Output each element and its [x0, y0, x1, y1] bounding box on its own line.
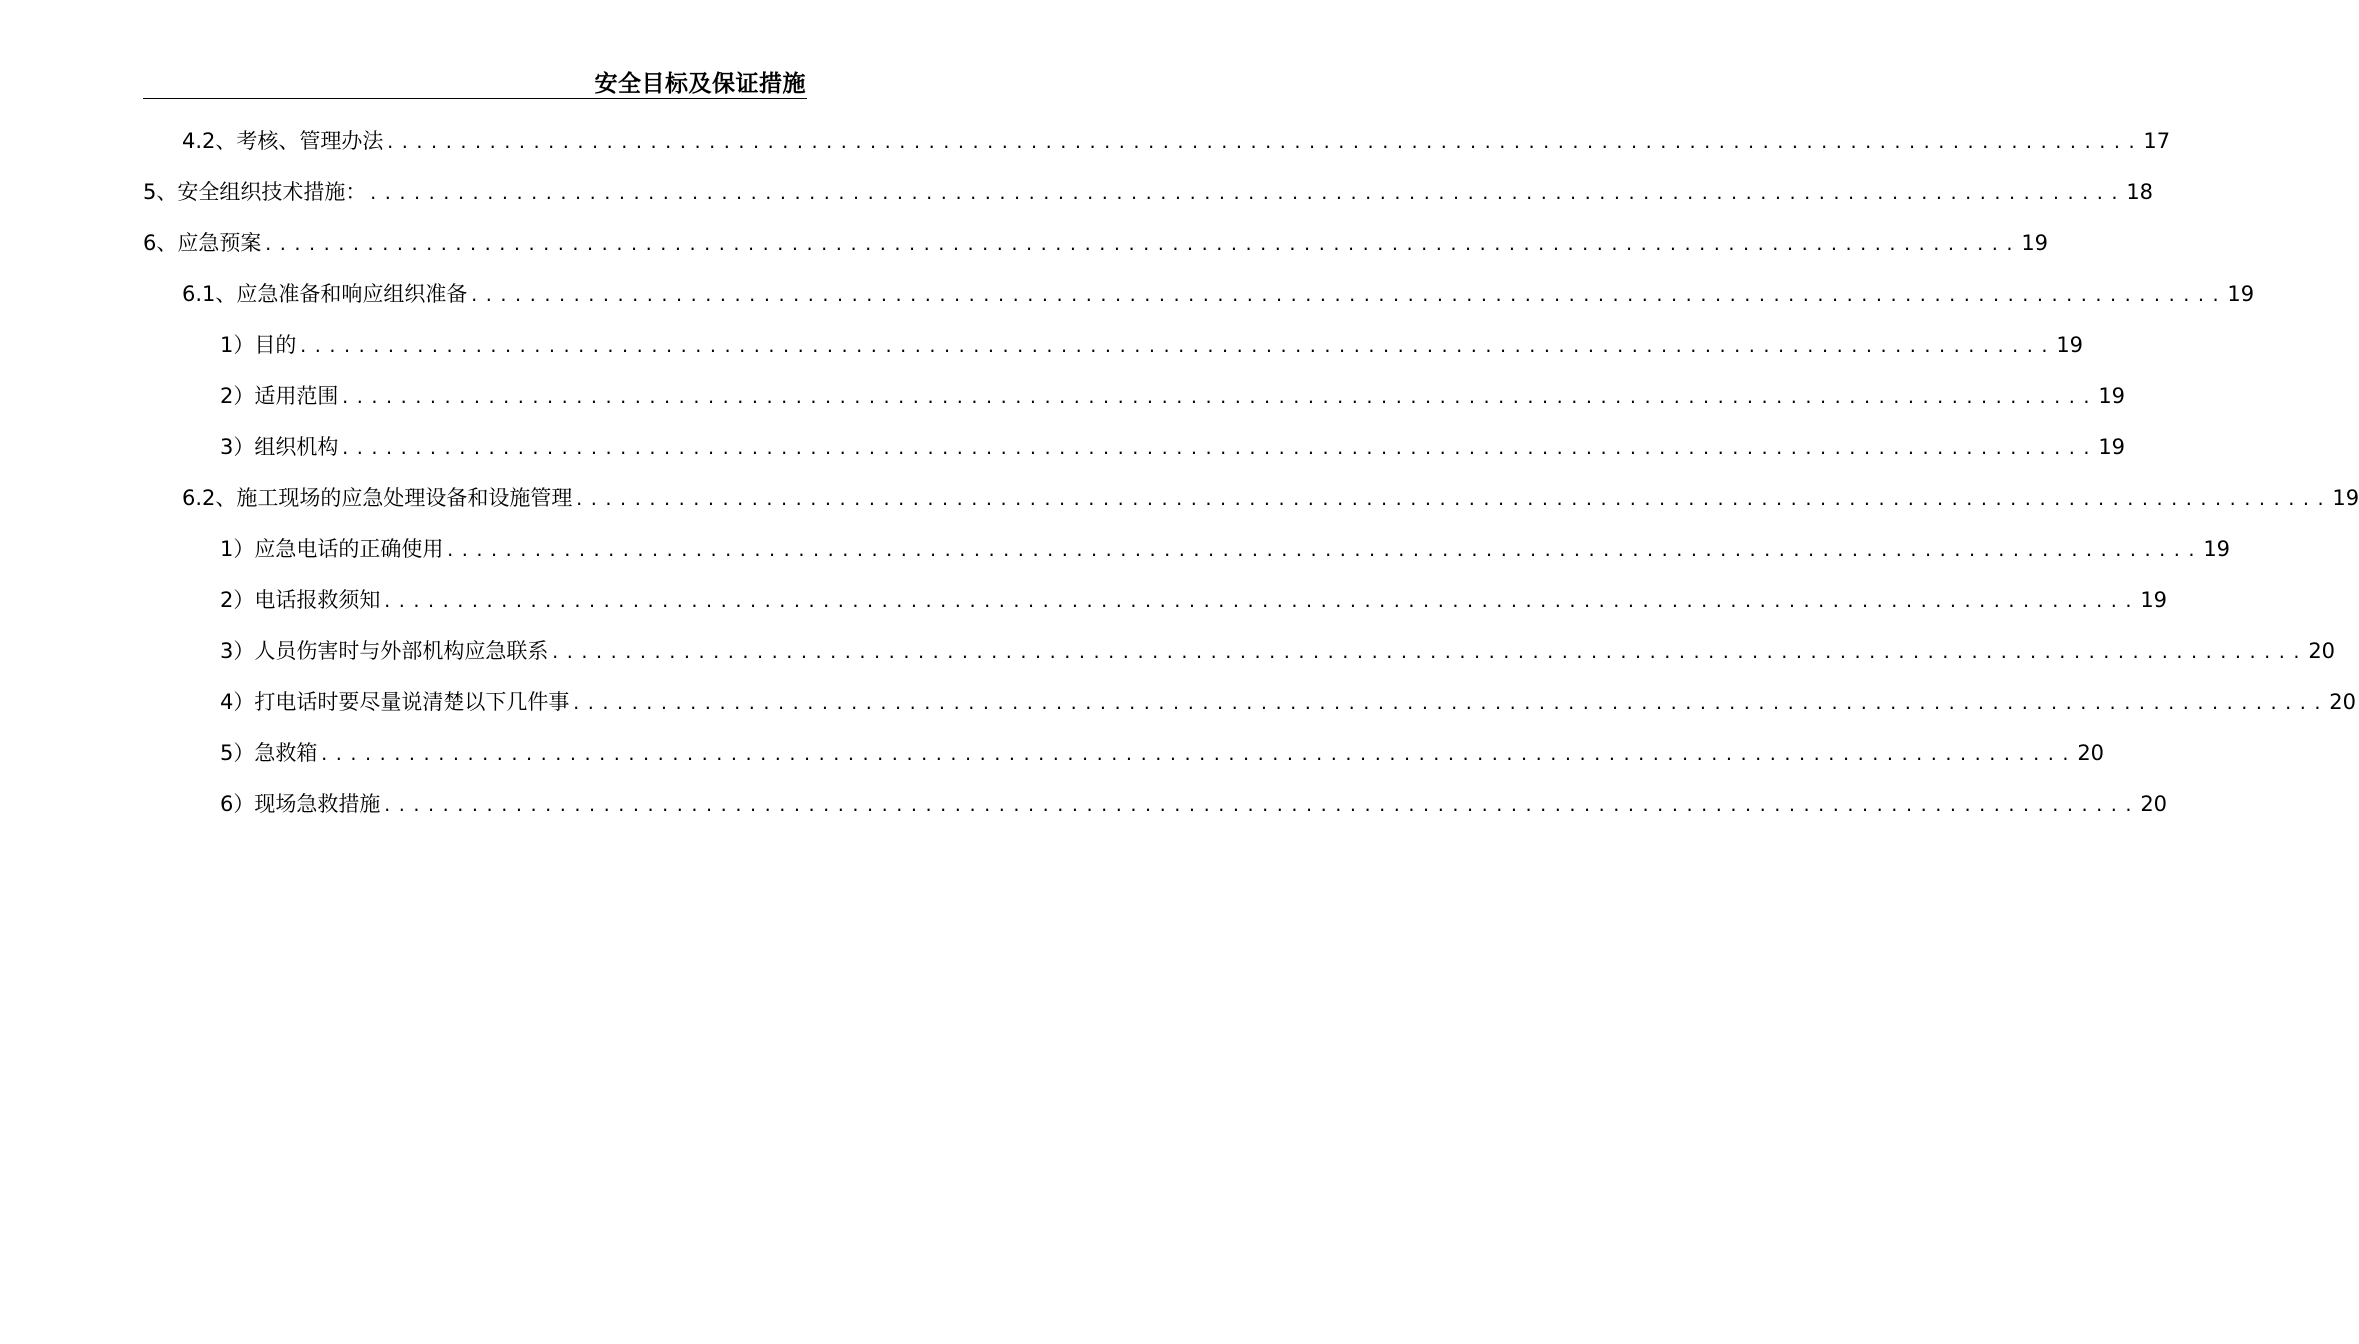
toc-entry[interactable] — [220, 786, 2168, 822]
toc-page-number: 20 — [2329, 690, 2357, 714]
toc-dot-leader: ........................................................................................................................ — [550, 643, 2307, 662]
toc-entry[interactable] — [220, 327, 2084, 363]
toc-dot-leader: ........................................................................................................................ — [445, 541, 2202, 560]
toc-dot-leader: ........................................................................................................................ — [574, 490, 2331, 509]
toc-dot-leader: ........................................................................................................................ — [263, 235, 2020, 254]
toc-page-number: 18 — [2126, 180, 2154, 204]
toc-dot-leader: ........................................................................................................................ — [298, 337, 2055, 356]
toc-page-number: 17 — [2143, 129, 2171, 153]
toc-page-number: 19 — [2203, 537, 2231, 561]
toc-entry-title: 1）应急电话的正确使用 — [220, 537, 444, 561]
toc-page-number: 19 — [2056, 333, 2084, 357]
toc-page-number: 20 — [2140, 792, 2168, 816]
toc-page-number: 20 — [2308, 639, 2336, 663]
toc-entry[interactable] — [143, 225, 2049, 261]
toc-dot-leader: ........................................................................................................................ — [385, 133, 2142, 152]
toc-dot-leader: ........................................................................................................................ — [340, 439, 2097, 458]
toc-entry[interactable] — [220, 531, 2231, 567]
toc-entry-title: 4）打电话时要尽量说清楚以下几件事 — [220, 690, 570, 714]
toc-dot-leader: ........................................................................................................................ — [368, 184, 2125, 203]
toc-page-number: 19 — [2140, 588, 2168, 612]
toc-entry-title: 3）组织机构 — [220, 435, 339, 459]
toc-page-number: 19 — [2332, 486, 2359, 510]
toc-entry-title: 2）电话报救须知 — [220, 588, 381, 612]
toc-entry[interactable] — [182, 276, 2255, 312]
toc-dot-leader: ........................................................................................................................ — [571, 694, 2328, 713]
toc-dot-leader: ........................................................................................................................ — [469, 286, 2226, 305]
toc-entry[interactable] — [220, 582, 2168, 618]
toc-page-number: 19 — [2098, 435, 2126, 459]
toc-entry[interactable] — [220, 684, 2357, 720]
toc-page-number: 20 — [2077, 741, 2105, 765]
toc-entry[interactable] — [220, 633, 2336, 669]
toc-entry[interactable] — [143, 174, 2154, 210]
document-header-title: 安全目标及保证措施 — [594, 71, 806, 97]
toc-entry[interactable] — [182, 480, 2359, 516]
toc-entry-title: 5）急救箱 — [220, 741, 318, 765]
toc-page-number: 19 — [2021, 231, 2049, 255]
toc-entry-title: 6.1、应急准备和响应组织准备 — [182, 282, 468, 306]
toc-dot-leader: ........................................................................................................................ — [340, 388, 2097, 407]
toc-dot-leader: ........................................................................................................................ — [382, 796, 2139, 815]
toc-entry-title: 6）现场急救措施 — [220, 792, 381, 816]
toc-entry-title: 2）适用范围 — [220, 384, 339, 408]
toc-entry-title: 4.2、考核、管理办法 — [182, 129, 384, 153]
toc-entry-title: 1）目的 — [220, 333, 297, 357]
toc-dot-leader: ........................................................................................................................ — [382, 592, 2139, 611]
toc-dot-leader: ........................................................................................................................ — [319, 745, 2076, 764]
toc-page-number: 19 — [2098, 384, 2126, 408]
toc-entry[interactable] — [182, 123, 2171, 159]
toc-page-number: 19 — [2227, 282, 2255, 306]
toc-entry[interactable] — [220, 429, 2126, 465]
toc-entry-title: 6、应急预案 — [143, 231, 262, 255]
toc-entry-title: 5、安全组织技术措施： — [143, 180, 367, 204]
toc-entry-title: 6.2、施工现场的应急处理设备和设施管理 — [182, 486, 573, 510]
toc-entry[interactable] — [220, 378, 2126, 414]
header-rule — [143, 98, 807, 99]
toc-entry-title: 3）人员伤害时与外部机构应急联系 — [220, 639, 549, 663]
toc-entry[interactable] — [220, 735, 2105, 771]
